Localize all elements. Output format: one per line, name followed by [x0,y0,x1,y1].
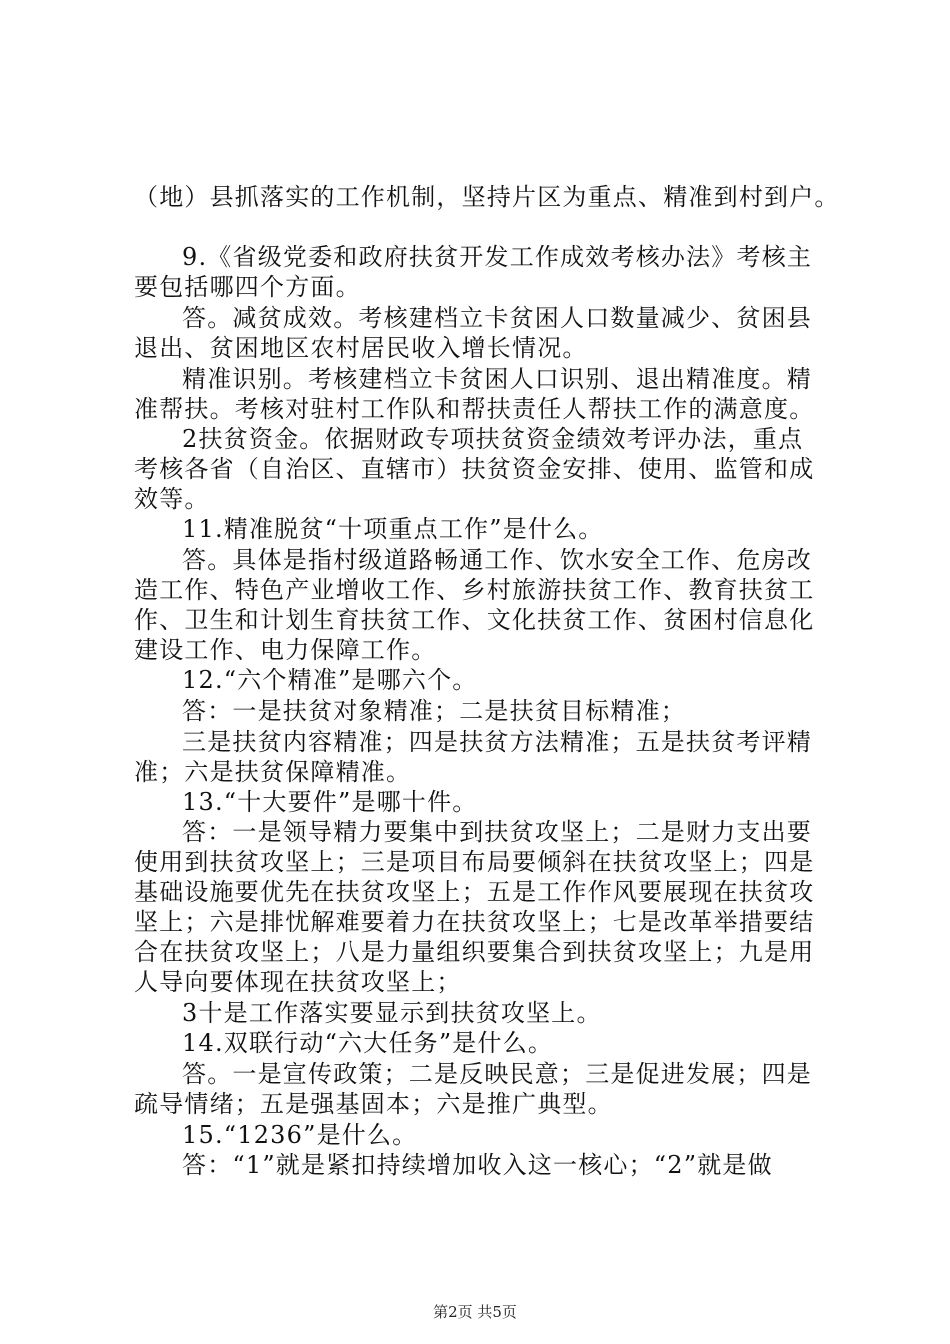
question-heading: 11.精准脱贫“十项重点工作”是什么。 [182,515,604,543]
text-line: 建设工作、电力保障工作。 [134,636,437,664]
text-line: 作、卫生和计划生育扶贫工作、文化扶贫工作、贫困村信息化 [134,606,815,634]
text-line: 准帮扶。考核对驻村工作队和帮扶责任人帮扶工作的满意度。 [134,395,815,423]
answer-line: 答。具体是指村级道路畅通工作、饮水安全工作、危房改 [182,546,812,574]
text-line: 精准识别。考核建档立卡贫困人口识别、退出精准度。精 [182,365,812,393]
answer-line: 答：一是领导精力要集中到扶贫攻坚上；二是财力支出要 [182,818,812,846]
text-line: 使用到扶贫攻坚上；三是项目布局要倾斜在扶贫攻坚上；四是 [134,848,815,876]
question-heading: 9.《省级党委和政府扶贫开发工作成效考核办法》考核主 [182,243,813,271]
question-heading: 14.双联行动“六大任务”是什么。 [182,1029,554,1057]
answer-line: 答。减贫成效。考核建档立卡贫困人口数量减少、贫困县 [182,304,812,332]
text-line: 合在扶贫攻坚上；八是力量组织要集合到扶贫攻坚上；九是用 [134,938,815,966]
text-line: 要包括哪四个方面。 [134,273,361,301]
text-line: 三是扶贫内容精准；四是扶贫方法精准；五是扶贫考评精 [182,728,812,756]
text-line: 考核各省（自治区、直辖市）扶贫资金安排、使用、监管和成 [134,455,815,483]
page-number-footer: 第2页 共5页 [433,1303,517,1321]
text-line: 坚上；六是排忧解难要着力在扶贫攻坚上；七是改革举措要结 [134,908,815,936]
answer-line: 答：一是扶贫对象精准；二是扶贫目标精准； [182,697,686,725]
question-heading: 15.“1236”是什么。 [182,1121,418,1149]
text-line: 人导向要体现在扶贫攻坚上； [134,968,462,996]
text-line: 基础设施要优先在扶贫攻坚上；五是工作作风要展现在扶贫攻 [134,878,815,906]
text-line: 退出、贫困地区农村居民收入增长情况。 [134,334,588,362]
answer-line: 答。一是宣传政策；二是反映民意；三是促进发展；四是 [182,1060,812,1088]
question-heading: 13.“十大要件”是哪十件。 [182,788,478,816]
text-line: 3十是工作落实要显示到扶贫攻坚上。 [182,999,602,1027]
text-line: 疏导情绪；五是强基固本；六是推广典型。 [134,1090,613,1118]
text-line: 准；六是扶贫保障精准。 [134,758,412,786]
text-line: 造工作、特色产业增收工作、乡村旅游扶贫工作、教育扶贫工 [134,576,815,604]
answer-line: 答：“1”就是紧扣持续增加收入这一核心；“2”就是做 [182,1151,773,1179]
text-line: 2扶贫资金。依据财政专项扶贫资金绩效考评办法，重点 [182,425,804,453]
text-line: 效等。 [134,485,210,513]
question-heading: 12.“六个精准”是哪六个。 [182,666,478,694]
text-line: （地）县抓落实的工作机制，坚持片区为重点、精准到村到户。 [134,183,840,211]
